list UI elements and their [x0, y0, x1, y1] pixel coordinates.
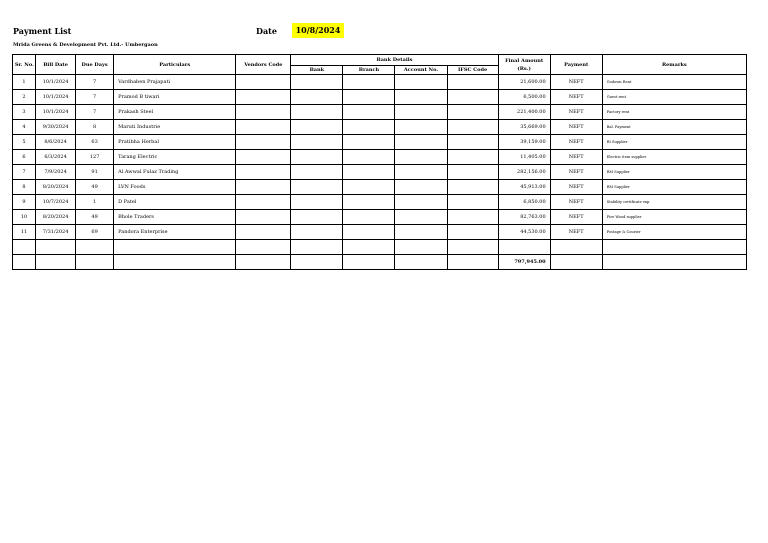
- cell-account: [395, 210, 447, 225]
- cell-branch: [343, 90, 395, 105]
- cell-remarks: Factory rent: [602, 105, 746, 120]
- cell-vendors-code: [236, 180, 291, 195]
- cell-account: [395, 150, 447, 165]
- cell-account: [395, 90, 447, 105]
- cell-account: [395, 105, 447, 120]
- cell-bank: [291, 135, 343, 150]
- cell-branch: [343, 195, 395, 210]
- cell-remarks: RM Supplier: [602, 165, 746, 180]
- cell-due-days: 7: [76, 75, 114, 90]
- cell-sr: 10: [13, 210, 36, 225]
- cell-due-days: 8: [76, 120, 114, 135]
- col-remarks: Remarks: [602, 55, 746, 75]
- cell-bank: [291, 195, 343, 210]
- cell-sr: 2: [13, 90, 36, 105]
- cell-particulars: Al Awwal Fulaz Trading: [114, 165, 236, 180]
- cell-bill-date: 8/6/2024: [36, 135, 76, 150]
- cell-sr: 4: [13, 120, 36, 135]
- cell-due-days: 91: [76, 165, 114, 180]
- cell-account: [395, 75, 447, 90]
- cell-remarks: Bal. Payment: [602, 120, 746, 135]
- cell-particulars: Tarang Electric: [114, 150, 236, 165]
- table-row: [13, 195, 747, 210]
- col-account: Account No.: [395, 66, 447, 75]
- cell-vendors-code: [236, 90, 291, 105]
- table-row: [13, 135, 747, 150]
- cell-sr: 3: [13, 105, 36, 120]
- cell-sr: 7: [13, 165, 36, 180]
- cell-sr: 8: [13, 180, 36, 195]
- col-bill-date: Bill Date: [36, 55, 76, 75]
- col-vendors-code: Vendors Code: [236, 55, 291, 75]
- cell-ifsc: [447, 90, 498, 105]
- cell-bank: [291, 105, 343, 120]
- cell-bill-date: 10/1/2024: [36, 90, 76, 105]
- table-row: [13, 75, 747, 90]
- cell-vendors-code: [236, 210, 291, 225]
- cell-amount: 21,600.00: [498, 75, 550, 90]
- company-name: Mrida Greens & Development Pvt. Ltd.- Umbergaon: [13, 42, 158, 48]
- cell-payment: NEFT: [550, 195, 602, 210]
- cell-ifsc: [447, 165, 498, 180]
- cell-branch: [343, 180, 395, 195]
- cell-payment: NEFT: [550, 105, 602, 120]
- cell-branch: [343, 120, 395, 135]
- cell-bill-date: 6/3/2024: [36, 150, 76, 165]
- cell-amount: 6,500.00: [498, 90, 550, 105]
- cell-amount: 45,913.00: [498, 180, 550, 195]
- cell-bill-date: 10/1/2024: [36, 105, 76, 120]
- cell-ifsc: [447, 120, 498, 135]
- cell-ifsc: [447, 105, 498, 120]
- cell-amount: 221,400.00: [498, 105, 550, 120]
- col-bank-details: Bank Details: [291, 55, 498, 66]
- total-row: [13, 255, 747, 270]
- cell-ifsc: [447, 195, 498, 210]
- col-final-amount: Final Amount (Rs.): [498, 55, 550, 75]
- cell-branch: [343, 225, 395, 240]
- cell-ifsc: [447, 180, 498, 195]
- cell-remarks: Stability certificate exp.: [602, 195, 746, 210]
- cell-bank: [291, 120, 343, 135]
- cell-branch: [343, 75, 395, 90]
- cell-remarks: RI Supplier: [602, 135, 746, 150]
- cell-particulars: Pandora Enterprise: [114, 225, 236, 240]
- page-title: Payment List: [13, 26, 72, 36]
- cell-bill-date: 8/20/2024: [36, 180, 76, 195]
- cell-due-days: 49: [76, 180, 114, 195]
- cell-amount: 6,850.00: [498, 195, 550, 210]
- cell-account: [395, 225, 447, 240]
- cell-account: [395, 135, 447, 150]
- table-row: [13, 150, 747, 165]
- cell-branch: [343, 210, 395, 225]
- cell-vendors-code: [236, 120, 291, 135]
- cell-bill-date: 7/31/2024: [36, 225, 76, 240]
- cell-payment: NEFT: [550, 225, 602, 240]
- cell-bank: [291, 210, 343, 225]
- cell-amount: 39,159.00: [498, 135, 550, 150]
- cell-account: [395, 120, 447, 135]
- payment-table: [12, 54, 747, 270]
- cell-bill-date: 10/1/2024: [36, 75, 76, 90]
- empty-row: [13, 240, 747, 255]
- cell-payment: NEFT: [550, 90, 602, 105]
- cell-due-days: 69: [76, 225, 114, 240]
- cell-sr: 9: [13, 195, 36, 210]
- cell-due-days: 63: [76, 135, 114, 150]
- cell-due-days: 7: [76, 105, 114, 120]
- cell-payment: NEFT: [550, 210, 602, 225]
- cell-sr: 5: [13, 135, 36, 150]
- cell-ifsc: [447, 210, 498, 225]
- cell-payment: NEFT: [550, 135, 602, 150]
- cell-branch: [343, 105, 395, 120]
- cell-particulars: Pramod B tiwari: [114, 90, 236, 105]
- table-row: [13, 210, 747, 225]
- table-row: [13, 165, 747, 180]
- date-value[interactable]: 10/8/2024: [292, 23, 344, 38]
- cell-ifsc: [447, 75, 498, 90]
- col-branch: Branch: [343, 66, 395, 75]
- cell-bank: [291, 150, 343, 165]
- cell-vendors-code: [236, 165, 291, 180]
- table-row: [13, 225, 747, 240]
- col-sr: Sr. No.: [13, 55, 36, 75]
- table-row: [13, 90, 747, 105]
- cell-amount: 35,669.00: [498, 120, 550, 135]
- table-row: [13, 120, 747, 135]
- table-row: [13, 180, 747, 195]
- cell-remarks: RM Supplier: [602, 180, 746, 195]
- total-amount: 797,945.00: [498, 255, 550, 270]
- cell-sr: 1: [13, 75, 36, 90]
- cell-bill-date: 8/20/2024: [36, 210, 76, 225]
- cell-bill-date: 7/9/2024: [36, 165, 76, 180]
- cell-vendors-code: [236, 105, 291, 120]
- cell-vendors-code: [236, 195, 291, 210]
- cell-vendors-code: [236, 135, 291, 150]
- date-label: Date: [256, 26, 277, 36]
- cell-payment: NEFT: [550, 165, 602, 180]
- cell-due-days: 127: [76, 150, 114, 165]
- cell-particulars: D Patel: [114, 195, 236, 210]
- cell-bank: [291, 225, 343, 240]
- cell-particulars: Vardhaben Prajapati: [114, 75, 236, 90]
- cell-ifsc: [447, 135, 498, 150]
- cell-sr: 11: [13, 225, 36, 240]
- table-row: [13, 105, 747, 120]
- cell-due-days: 1: [76, 195, 114, 210]
- cell-amount: 44,530.00: [498, 225, 550, 240]
- cell-bank: [291, 165, 343, 180]
- cell-remarks: Electric item supplier: [602, 150, 746, 165]
- col-particulars: Particulars: [114, 55, 236, 75]
- cell-remarks: Guest rent: [602, 90, 746, 105]
- cell-particulars: Pratibha Herbal: [114, 135, 236, 150]
- col-due-days: Due Days: [76, 55, 114, 75]
- cell-bank: [291, 90, 343, 105]
- cell-payment: NEFT: [550, 150, 602, 165]
- cell-due-days: 49: [76, 210, 114, 225]
- col-ifsc: IFSC Code: [447, 66, 498, 75]
- cell-particulars: Prakash Steel: [114, 105, 236, 120]
- cell-ifsc: [447, 225, 498, 240]
- cell-particulars: Bhole Traders: [114, 210, 236, 225]
- cell-amount: 82,763.00: [498, 210, 550, 225]
- cell-remarks: Godown Rent: [602, 75, 746, 90]
- cell-particulars: LVN Foods: [114, 180, 236, 195]
- cell-account: [395, 165, 447, 180]
- cell-ifsc: [447, 150, 498, 165]
- cell-branch: [343, 165, 395, 180]
- cell-vendors-code: [236, 225, 291, 240]
- cell-bill-date: 10/7/2024: [36, 195, 76, 210]
- cell-branch: [343, 150, 395, 165]
- cell-payment: NEFT: [550, 180, 602, 195]
- col-bank: Bank: [291, 66, 343, 75]
- col-payment: Payment: [550, 55, 602, 75]
- cell-account: [395, 195, 447, 210]
- cell-remarks: Postage & Courier: [602, 225, 746, 240]
- cell-payment: NEFT: [550, 75, 602, 90]
- cell-particulars: Maruti Industrie: [114, 120, 236, 135]
- cell-sr: 6: [13, 150, 36, 165]
- cell-payment: NEFT: [550, 120, 602, 135]
- cell-vendors-code: [236, 150, 291, 165]
- cell-account: [395, 180, 447, 195]
- cell-amount: 11,405.00: [498, 150, 550, 165]
- cell-bill-date: 9/30/2024: [36, 120, 76, 135]
- cell-vendors-code: [236, 75, 291, 90]
- cell-amount: 282,156.00: [498, 165, 550, 180]
- cell-due-days: 7: [76, 90, 114, 105]
- cell-bank: [291, 180, 343, 195]
- cell-branch: [343, 135, 395, 150]
- cell-remarks: Fire Wood supplier: [602, 210, 746, 225]
- cell-bank: [291, 75, 343, 90]
